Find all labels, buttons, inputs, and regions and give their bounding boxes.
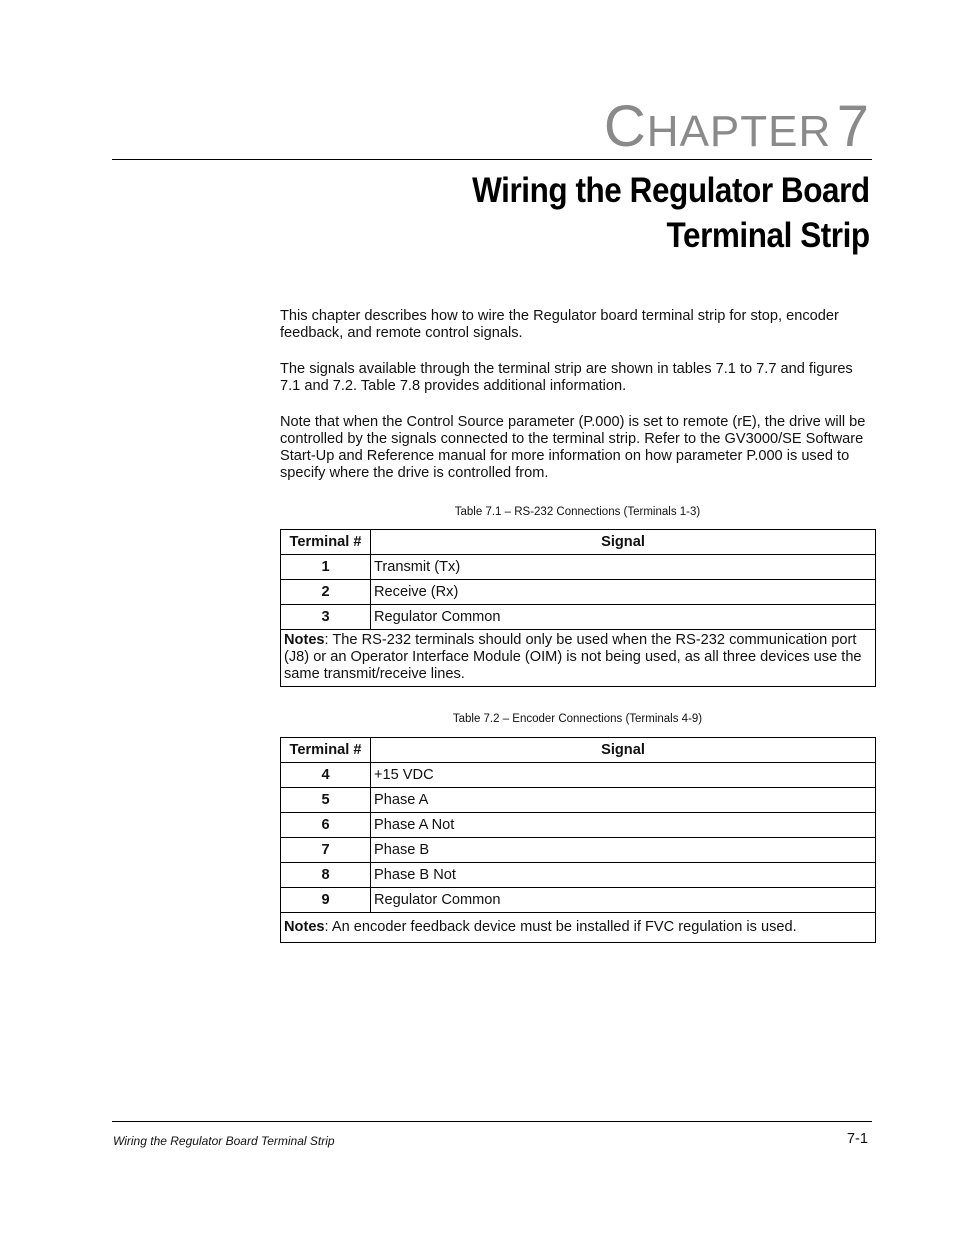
signal-name: Phase B bbox=[371, 838, 876, 863]
table-row bbox=[281, 863, 876, 888]
page-title-line-1: Wiring the Regulator Board bbox=[472, 171, 870, 210]
notes-label: Notes bbox=[284, 918, 325, 935]
notes-label: Notes bbox=[284, 632, 325, 648]
notes-text: : The RS-232 terminals should only be used when the RS-232 communication port (J8) or an Operator Interface Module (OIM) is not being used, as all three devices use the same transmit/receive lines. bbox=[284, 632, 862, 682]
table-caption-rs232: Table 7.1 – RS-232 Connections (Terminals 1-3) bbox=[454, 506, 701, 518]
table-notes-row bbox=[281, 630, 876, 687]
terminal-number: 4 bbox=[281, 763, 371, 788]
column-header-signal: Signal bbox=[371, 738, 876, 763]
control-source-paragraph: Note that when the Control Source parameter (P.000) is set to remote (rE), the drive will be controlled by the signals connected to the terminal strip. Refer to the GV3000/SE Software Start-Up and Reference manual for more information on how parameter P.000 is used to specify where the drive is controlled from. bbox=[280, 414, 866, 481]
table-notes bbox=[281, 913, 876, 943]
terminal-number: 7 bbox=[281, 838, 371, 863]
signal-name: Regulator Common bbox=[371, 888, 876, 913]
signal-name: +15 VDC bbox=[371, 763, 876, 788]
rs232-connections-table bbox=[280, 529, 876, 687]
encoder-connections-table bbox=[280, 737, 876, 943]
chapter-word: HAPTER bbox=[646, 107, 832, 156]
terminal-number: 1 bbox=[281, 555, 371, 580]
signal-name: Transmit (Tx) bbox=[371, 555, 876, 580]
page-number: 7-1 bbox=[846, 1131, 868, 1147]
table-row bbox=[281, 763, 876, 788]
column-header-signal: Signal bbox=[371, 530, 876, 555]
table-header-row bbox=[281, 738, 876, 763]
table-header-row bbox=[281, 530, 876, 555]
chapter-label bbox=[603, 94, 870, 159]
chapter-initial: C bbox=[603, 94, 647, 159]
table-row bbox=[281, 888, 876, 913]
page-title bbox=[472, 168, 870, 258]
signal-name: Phase A Not bbox=[371, 813, 876, 838]
signal-name: Phase B Not bbox=[371, 863, 876, 888]
signal-name: Phase A bbox=[371, 788, 876, 813]
table-notes bbox=[281, 630, 876, 687]
signal-name: Receive (Rx) bbox=[371, 580, 876, 605]
terminal-number: 9 bbox=[281, 888, 371, 913]
notes-text: : An encoder feedback device must be installed if FVC regulation is used. bbox=[324, 918, 797, 935]
footer-divider bbox=[112, 1121, 872, 1122]
column-header-terminal: Terminal # bbox=[281, 530, 371, 555]
table-row bbox=[281, 788, 876, 813]
table-row bbox=[281, 555, 876, 580]
terminal-number: 6 bbox=[281, 813, 371, 838]
table-row bbox=[281, 813, 876, 838]
column-header-terminal: Terminal # bbox=[281, 738, 371, 763]
intro-paragraph: This chapter describes how to wire the Regulator board terminal strip for stop, encoder feedback, and remote control signals. bbox=[280, 308, 839, 341]
table-caption-encoder: Table 7.2 – Encoder Connections (Terminals 4-9) bbox=[452, 713, 703, 725]
table-notes-row bbox=[281, 913, 876, 943]
signals-paragraph: The signals available through the terminal strip are shown in tables 7.1 to 7.7 and figures 7.1 and 7.2. Table 7.8 provides additional information. bbox=[280, 361, 853, 394]
table-row bbox=[281, 605, 876, 630]
terminal-number: 2 bbox=[281, 580, 371, 605]
chapter-divider bbox=[112, 159, 872, 160]
page-title-line-2: Terminal Strip bbox=[666, 216, 870, 255]
table-row bbox=[281, 580, 876, 605]
table-row bbox=[281, 838, 876, 863]
signal-name: Regulator Common bbox=[371, 605, 876, 630]
chapter-number: 7 bbox=[836, 94, 870, 159]
terminal-number: 3 bbox=[281, 605, 371, 630]
terminal-number: 8 bbox=[281, 863, 371, 888]
footer-title: Wiring the Regulator Board Terminal Strip bbox=[113, 1134, 335, 1148]
terminal-number: 5 bbox=[281, 788, 371, 813]
